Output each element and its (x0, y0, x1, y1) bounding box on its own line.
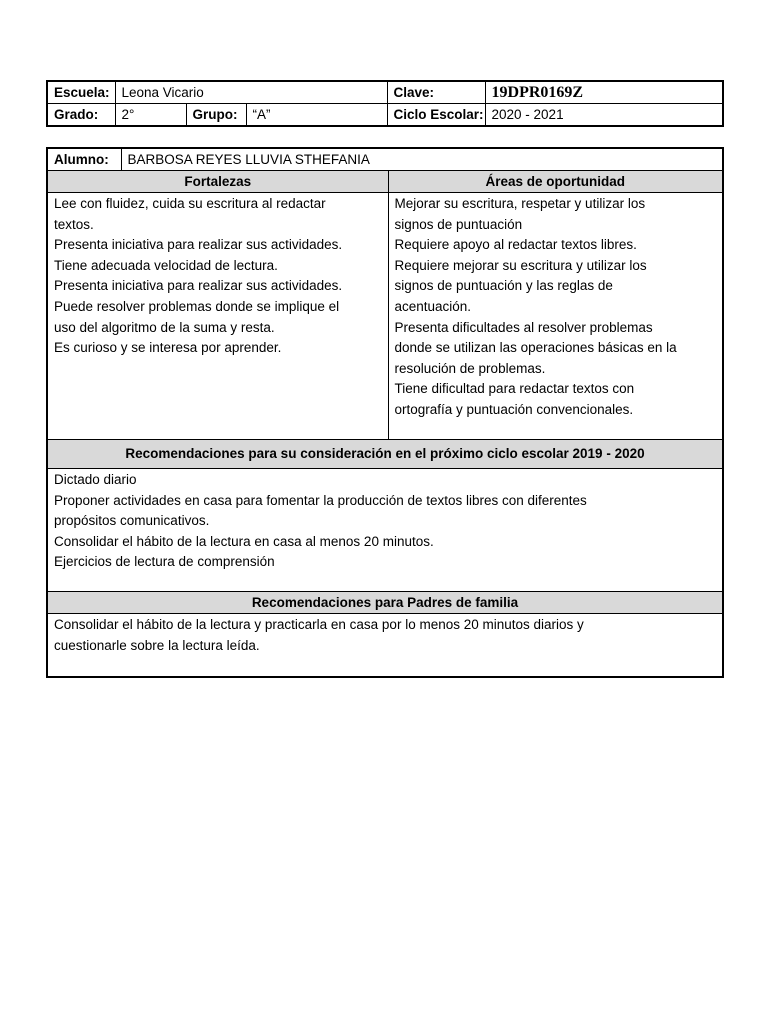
ciclo-label: Ciclo Escolar: (387, 104, 485, 127)
fortalezas-line: Es curioso y se interesa por aprender. (54, 340, 282, 356)
oportunidad-line: Mejorar su escritura, respetar y utilizar los (394, 196, 646, 211)
recomendaciones-padres-content (47, 614, 723, 678)
oportunidad-content (388, 193, 723, 440)
student-name: BARBOSA REYES LLUVIA STHEFANIA (121, 148, 723, 171)
school-info-table (46, 80, 724, 127)
padres-line: cuestionarle sobre la lectura leída. (54, 637, 260, 653)
fortalezas-line: Presenta iniciativa para realizar sus actividades. (54, 237, 343, 253)
clave-value: 19DPR0169Z (485, 81, 723, 104)
fortalezas-line: Presenta iniciativa para realizar sus actividades. (54, 278, 343, 294)
recomendacion-line: Dictado diario (54, 472, 137, 487)
oportunidad-line: Tiene dificultad para redactar textos con (394, 381, 635, 397)
evaluation-table (46, 147, 724, 678)
oportunidad-line: signos de puntuación (394, 216, 523, 232)
section-headers-row (47, 171, 723, 193)
grupo-label: Grupo: (186, 104, 246, 127)
fortalezas-content (47, 193, 388, 440)
oportunidad-line: donde se utilizan las operaciones básicas en la (394, 340, 677, 356)
recomendaciones-padres-row (47, 614, 723, 678)
oportunidad-line: acentuación. (394, 298, 472, 314)
fortalezas-line: Puede resolver problemas donde se implique el (54, 298, 340, 314)
escuela-label: Escuela: (47, 81, 115, 104)
recomendaciones-ciclo-content (47, 469, 723, 592)
recomendacion-line: Ejercicios de lectura de comprensión (54, 554, 275, 570)
recomendaciones-ciclo-header-row (47, 440, 723, 469)
oportunidad-header: Áreas de oportunidad (388, 171, 723, 193)
oportunidad-line: ortografía y puntuación convencionales. (394, 401, 634, 417)
recomendaciones-ciclo-header: Recomendaciones para su consideración en el próximo ciclo escolar 2019 - 2020 (47, 440, 723, 469)
assessment-row (47, 193, 723, 440)
recomendaciones-padres-header: Recomendaciones para Padres de familia (47, 592, 723, 614)
alumno-label: Alumno: (47, 148, 121, 171)
recomendacion-line: propósitos comunicativos. (54, 513, 210, 529)
oportunidad-line: Requiere mejorar su escritura y utilizar los (394, 257, 647, 273)
recomendacion-line: Consolidar el hábito de la lectura en casa al menos 20 minutos. (54, 533, 434, 549)
oportunidad-line: signos de puntuación y las reglas de (394, 278, 613, 294)
grado-label: Grado: (47, 104, 115, 127)
escuela-value: Leona Vicario (115, 81, 387, 104)
fortalezas-line: Tiene adecuada velocidad de lectura. (54, 257, 278, 273)
recomendaciones-padres-header-row (47, 592, 723, 614)
fortalezas-header: Fortalezas (47, 171, 388, 193)
padres-line: Consolidar el hábito de la lectura y practicarla en casa por lo menos 20 minutos diarios y (54, 617, 584, 632)
grupo-value: “A” (246, 104, 387, 127)
student-row (47, 148, 723, 171)
grade-row (47, 104, 723, 127)
recomendacion-line: Proponer actividades en casa para fomentar la producción de textos libres con diferentes (54, 492, 587, 508)
oportunidad-line: Requiere apoyo al redactar textos libres. (394, 237, 637, 253)
school-row (47, 81, 723, 104)
ciclo-value: 2020 - 2021 (485, 104, 723, 127)
clave-label: Clave: (387, 81, 485, 104)
recomendaciones-ciclo-row (47, 469, 723, 592)
fortalezas-line: Lee con fluidez, cuida su escritura al redactar (54, 196, 326, 211)
fortalezas-line: textos. (54, 216, 94, 232)
fortalezas-line: uso del algoritmo de la suma y resta. (54, 319, 275, 335)
grado-value: 2° (115, 104, 186, 127)
oportunidad-line: resolución de problemas. (394, 360, 546, 376)
oportunidad-line: Presenta dificultades al resolver problemas (394, 319, 653, 335)
